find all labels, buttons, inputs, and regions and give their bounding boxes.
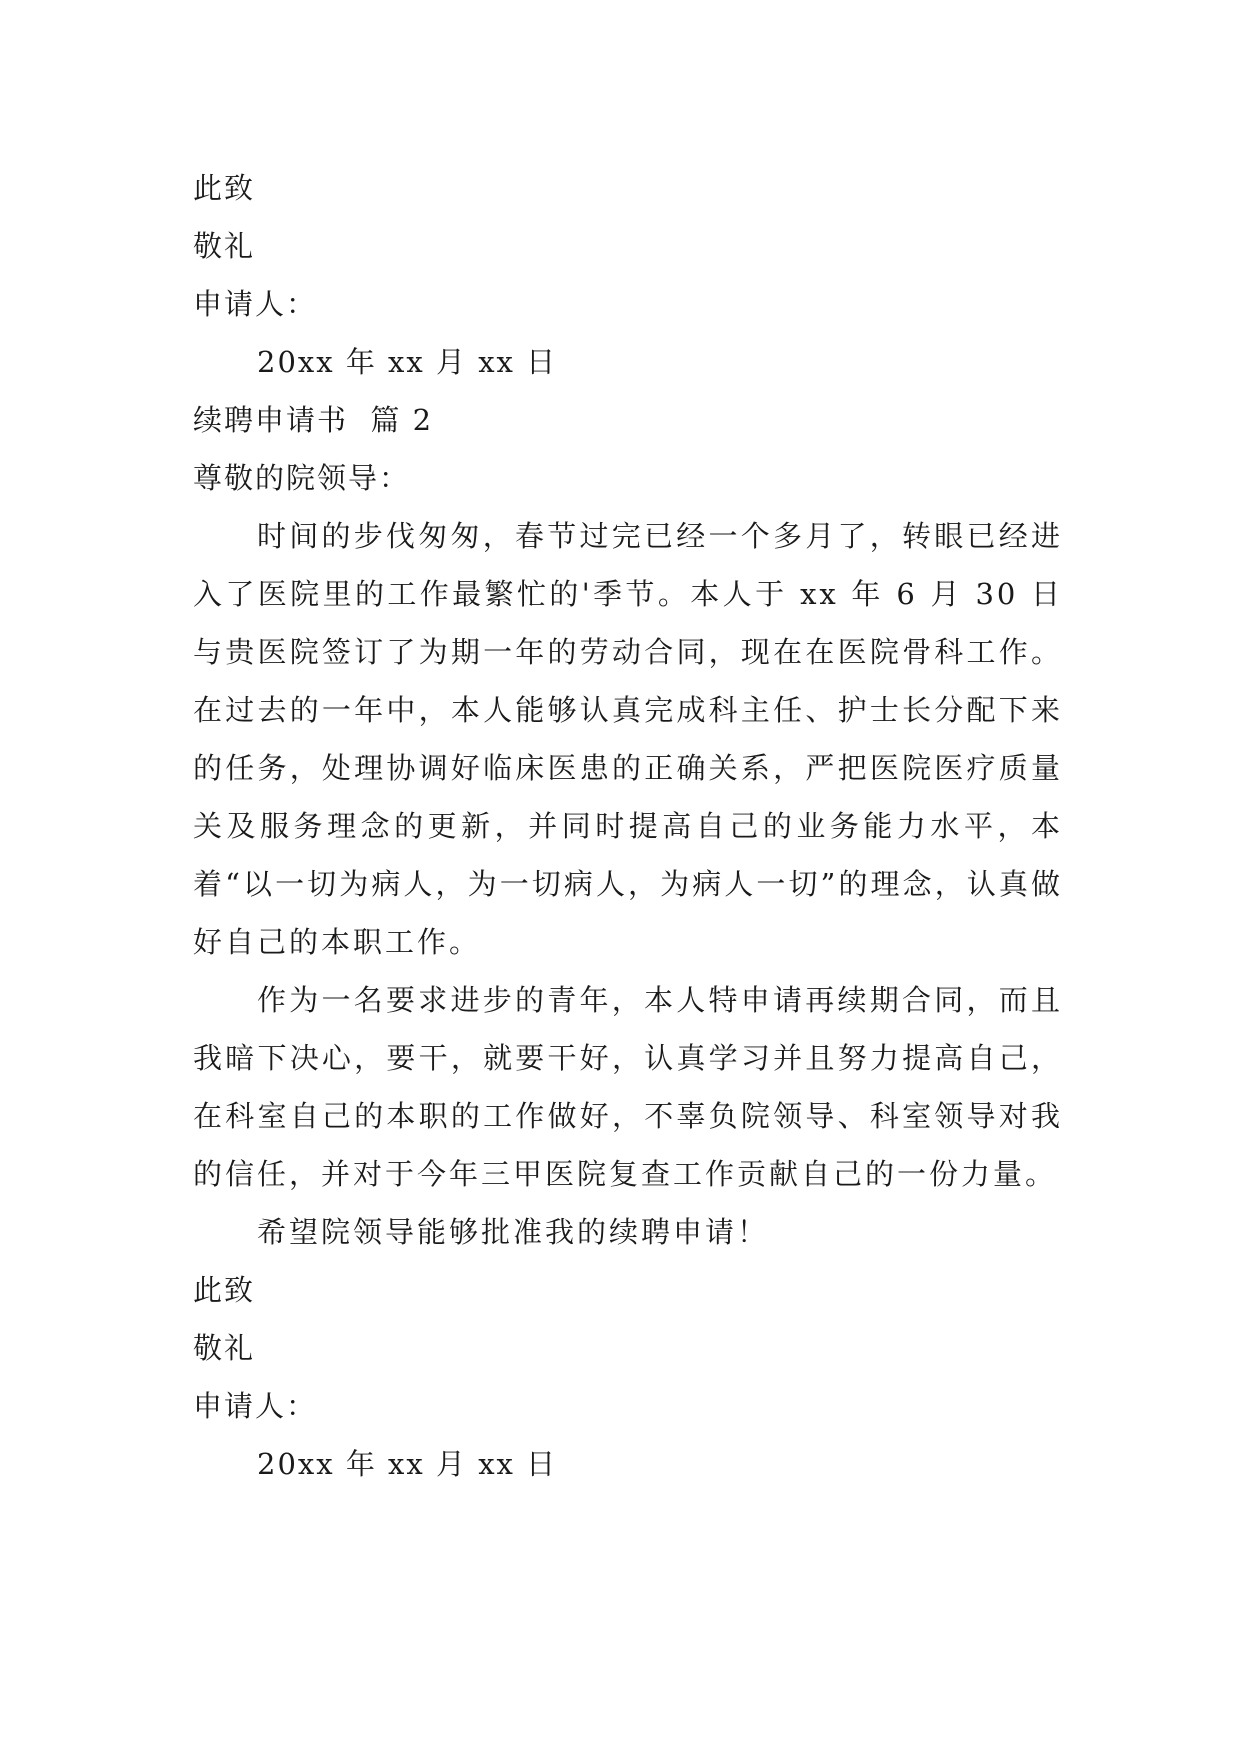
document-body	[193, 159, 1063, 1493]
signature-date: 20xx 年 xx 月 xx 日	[257, 1447, 558, 1481]
closing-salutation-1: 此致	[193, 1273, 256, 1307]
closing-salutation-2: 敬礼	[193, 1331, 256, 1365]
body-paragraph: 时间的步伐匆匆，春节过完已经一个多月了，转眼已经进入了医院里的工作最繁忙的'季节。本人于 xx 年 6 月 30 日与贵医院签订了为期一年的劳动合同，现在在医院骨科工作。在过去的一年中，本人能够认真完成科主任、护士长分配下来的任务，处理协调好临床医患的正确关系，严把医院医疗质量关及服务理念的更新，并同时提高自己的业务能力水平，本着“以一切为病人，为一切病人，为病人一切”的理念，认真做好自己的本职工作。	[193, 519, 1063, 959]
signature-date: 20xx 年 xx 月 xx 日	[257, 345, 558, 379]
closing-salutation-1: 此致	[193, 171, 256, 205]
section-heading: 续聘申请书 篇 2	[193, 403, 434, 437]
applicant-label: 申请人：	[193, 287, 318, 321]
body-paragraph: 希望院领导能够批准我的续聘申请！	[257, 1215, 770, 1249]
applicant-label: 申请人：	[193, 1389, 318, 1423]
body-paragraph: 作为一名要求进步的青年，本人特申请再续期合同，而且我暗下决心，要干，就要干好，认真学习并且努力提高自己，在科室自己的本职的工作做好，不辜负院领导、科室领导对我的信任，并对于今年三甲医院复查工作贡献自己的一份力量。	[193, 983, 1063, 1191]
addressee: 尊敬的院领导：	[193, 461, 411, 495]
closing-salutation-2: 敬礼	[193, 229, 256, 263]
